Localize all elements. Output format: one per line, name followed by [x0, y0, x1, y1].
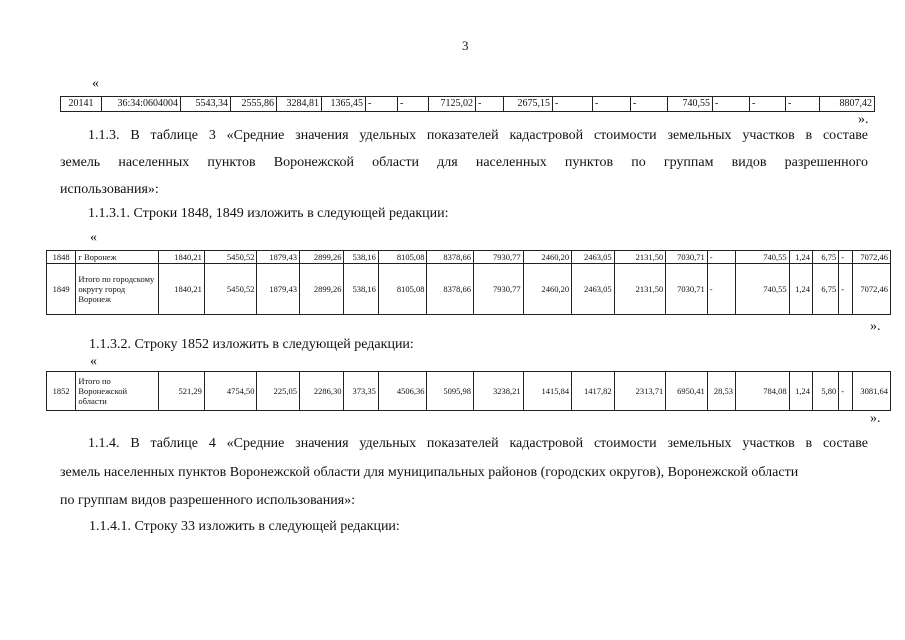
table-cell: -: [839, 372, 853, 411]
table-cell: 7072,46: [853, 264, 891, 315]
table-cell: 2131,50: [614, 264, 666, 315]
table-cell: 28,53: [707, 372, 735, 411]
table-cell: 784,08: [736, 372, 790, 411]
quote-close-3: ».: [870, 411, 881, 426]
quote-close-1: ».: [858, 112, 869, 127]
table-cell: 8378,66: [427, 264, 474, 315]
table-cell: 5450,52: [204, 251, 257, 264]
table-cell: 2463,05: [572, 251, 615, 264]
quote-close-2: ».: [870, 319, 881, 334]
table-cell: 2460,20: [523, 264, 572, 315]
table-cell: 225,05: [257, 372, 300, 411]
table-cell: 8807,42: [820, 97, 875, 112]
table-row: [61, 97, 875, 112]
table-cell: 1852: [47, 372, 76, 411]
table-cell: -: [476, 97, 504, 112]
table-cell: 2131,50: [614, 251, 666, 264]
table-cell: 8105,08: [378, 251, 427, 264]
table-cell: -: [707, 251, 735, 264]
table-cell: 2460,20: [523, 251, 572, 264]
table-row: [47, 372, 891, 411]
table-cell: 2286,30: [299, 372, 344, 411]
table-cell: 5095,98: [427, 372, 474, 411]
table-cell: -: [839, 251, 853, 264]
paragraph-1-1-3-cont: земель населенных пунктов Воронежской области для населенных пунктов по группам видов разрешенного: [60, 155, 868, 170]
table-cell: 740,55: [668, 97, 713, 112]
amendment-table-3: [46, 371, 891, 411]
table-cell: 20141: [61, 97, 102, 112]
table-cell: 2899,26: [299, 251, 344, 264]
table-cell: -: [750, 97, 786, 112]
table-cell: -: [366, 97, 398, 112]
table-cell: 6950,41: [666, 372, 707, 411]
table-cell: 521,29: [159, 372, 205, 411]
table-cell: 5543,34: [181, 97, 231, 112]
paragraph-1-1-3-1: 1.1.3.1. Строки 1848, 1849 изложить в следующей редакции:: [88, 206, 449, 221]
table-cell: 1848: [47, 251, 76, 264]
table-cell: Итого по городскому округу город Воронеж: [76, 264, 159, 315]
table-cell: 1,24: [789, 372, 812, 411]
table-cell: -: [631, 97, 668, 112]
quote-open-2: «: [90, 230, 97, 245]
quote-open-1: «: [92, 76, 99, 91]
paragraph-1-1-3-2: 1.1.3.2. Строку 1852 изложить в следующей редакции:: [89, 337, 414, 352]
table-cell: 3081,64: [853, 372, 891, 411]
table-cell: 1417,82: [572, 372, 615, 411]
table-cell: 1849: [47, 264, 76, 315]
table-cell: 1,24: [789, 251, 812, 264]
table-cell: 740,55: [736, 251, 790, 264]
table-cell: -: [839, 264, 853, 315]
table-cell: -: [713, 97, 750, 112]
paragraph-1-1-3-end: использования»:: [60, 182, 159, 197]
table-cell: 2899,26: [299, 264, 344, 315]
table-row: [47, 251, 891, 264]
paragraph-1-1-4-end: по группам видов разрешенного использования»:: [60, 493, 356, 508]
table-cell: 2675,15: [504, 97, 553, 112]
amendment-table-2: [46, 250, 891, 315]
table-cell: 1415,84: [523, 372, 572, 411]
table-cell: 3284,81: [277, 97, 322, 112]
table-cell: -: [707, 264, 735, 315]
table-cell: Итого по Воронежской области: [76, 372, 159, 411]
table-cell: 7030,71: [666, 264, 707, 315]
table-cell: 7072,46: [853, 251, 891, 264]
table-cell: 1365,45: [322, 97, 366, 112]
table-cell: 740,55: [736, 264, 790, 315]
table-cell: 36:34:0604004: [102, 97, 181, 112]
table-cell: 7125,02: [429, 97, 476, 112]
table-cell: 1840,21: [159, 251, 205, 264]
table-cell: 1879,43: [257, 264, 300, 315]
table-cell: 4506,36: [378, 372, 427, 411]
table-cell: 5450,52: [204, 264, 257, 315]
quote-open-3: «: [90, 354, 97, 369]
table-cell: 1,24: [789, 264, 812, 315]
table-cell: 8378,66: [427, 251, 474, 264]
table-cell: 4754,50: [204, 372, 257, 411]
table-cell: г Воронеж: [76, 251, 159, 264]
table-cell: 2555,86: [231, 97, 277, 112]
table-cell: 1840,21: [159, 264, 205, 315]
table-cell: 538,16: [344, 251, 378, 264]
table-cell: 6,75: [812, 251, 838, 264]
table-cell: 373,35: [344, 372, 378, 411]
table-cell: 8105,08: [378, 264, 427, 315]
table-cell: 2463,05: [572, 264, 615, 315]
table-cell: 5,80: [812, 372, 838, 411]
table-cell: -: [593, 97, 631, 112]
table-cell: 538,16: [344, 264, 378, 315]
table-cell: -: [553, 97, 593, 112]
table-cell: 7930,77: [473, 251, 523, 264]
paragraph-1-1-4-1: 1.1.4.1. Строку 33 изложить в следующей редакции:: [89, 519, 400, 534]
table-cell: 7030,71: [666, 251, 707, 264]
paragraph-1-1-4: 1.1.4. В таблице 4 «Средние значения удельных показателей кадастровой стоимости земельных участков в составе: [88, 436, 868, 451]
table-cell: 1879,43: [257, 251, 300, 264]
paragraph-1-1-3: 1.1.3. В таблице 3 «Средние значения удельных показателей кадастровой стоимости земельных участков в составе: [88, 128, 868, 143]
table-cell: -: [786, 97, 820, 112]
table-cell: 3238,21: [473, 372, 523, 411]
table-cell: 7930,77: [473, 264, 523, 315]
page-number: 3: [462, 38, 469, 53]
paragraph-1-1-4-cont: земель населенных пунктов Воронежской области для муниципальных районов (городских округов), Воронежской области: [60, 465, 799, 480]
amendment-table-1: [60, 96, 875, 112]
table-row: [47, 264, 891, 315]
table-cell: -: [398, 97, 429, 112]
table-cell: 2313,71: [614, 372, 666, 411]
table-cell: 6,75: [812, 264, 838, 315]
